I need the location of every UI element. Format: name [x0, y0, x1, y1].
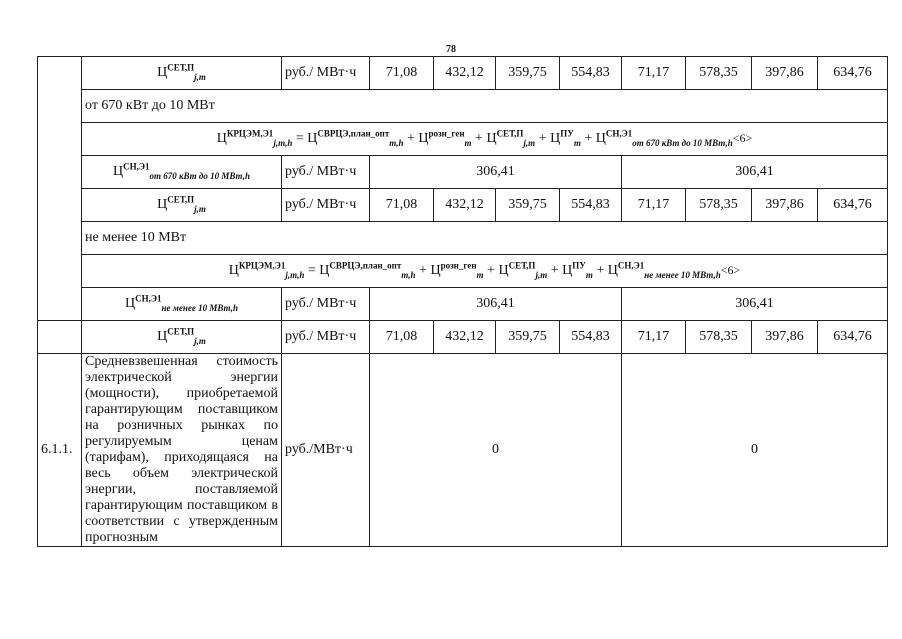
symbol-sn-10: $Ц^{СН,Э1}_{не менее 10 МВт,h}$ [82, 288, 282, 321]
symbol-set-p: $Ц^{СЕТ,П}_{j,m}$ [82, 57, 282, 90]
index-cell-empty [38, 57, 82, 90]
symbol-set-p: $Ц^{СЕТ,П}_{j,m}$ [82, 321, 282, 354]
value-cell: 578,35 [686, 321, 752, 354]
value-cell: 634,76 [818, 321, 888, 354]
table-row-set-p-670 [38, 189, 888, 222]
formula-row-670 [38, 123, 888, 156]
value-cell: 71,17 [622, 321, 686, 354]
page-number: 78 [446, 44, 456, 55]
section-heading-10: не менее 10 МВт [82, 222, 888, 255]
value-cell: 397,86 [752, 189, 818, 222]
value-cell: 578,35 [686, 189, 752, 222]
value-cell: 432,12 [434, 321, 496, 354]
value-cell: 397,86 [752, 57, 818, 90]
value-cell: 71,17 [622, 57, 686, 90]
table-row-set-p-10 [38, 321, 888, 354]
table-row-set-p-top [38, 57, 888, 90]
symbol-sn-670: $Ц^{СН,Э1}_{от 670 кВт до 10 МВт,h}$ [82, 156, 282, 189]
value-cell: 554,83 [560, 321, 622, 354]
tariff-table [37, 56, 888, 547]
value-cell: 432,12 [434, 189, 496, 222]
value-cell: 306,41 [622, 288, 888, 321]
formula-10: $Ц^{КРЦЭМ,Э1}_{j,m,h} = Ц^{СВРЦЭ,план\_опт}_{m,h} + Ц^{розн\_ген}_m + Ц^{СЕТ,П}_{j,m} + Ц^{ПУ}_m + Ц^{СН,Э1}_{не менее 10 МВт,h}<6>$ [82, 255, 888, 288]
value-cell: 306,41 [370, 156, 622, 189]
value-cell: 432,12 [434, 57, 496, 90]
row-description: Средневзвешенная стоимость электрической энергии (мощности), приобретаемой гарантирующим поставщиком на розничных рынках по регулируемым ценам (тарифам), приходящаяся на весь объем электрической энергии, поставляемой гарантирующим поставщиком в соответствии с утвержденным прогнозным [82, 354, 282, 547]
value-cell: 71,08 [370, 321, 434, 354]
symbol-set-p: $Ц^{СЕТ,П}_{j,m}$ [82, 189, 282, 222]
value-cell: 634,76 [818, 57, 888, 90]
section-heading-670: от 670 кВт до 10 МВт [82, 90, 888, 123]
section-row-10 [38, 222, 888, 255]
section-row-670 [38, 90, 888, 123]
unit-cell: руб./ МВт·ч [282, 156, 370, 189]
value-cell: 554,83 [560, 189, 622, 222]
unit-cell: руб./ МВт·ч [282, 57, 370, 90]
value-cell: 71,08 [370, 189, 434, 222]
formula-670: $Ц^{КРЦЭМ,Э1}_{j,m,h} = Ц^{СВРЦЭ,план\_опт}_{m,h} + Ц^{розн\_ген}_m + Ц^{СЕТ,П}_{j,m} + Ц^{ПУ}_m + Ц^{СН,Э1}_{от 670 кВт до 10 МВт,h}<6>$ [82, 123, 888, 156]
unit-cell: руб./ МВт·ч [282, 321, 370, 354]
unit-cell: руб./ МВт·ч [282, 189, 370, 222]
table-row-6-1-1 [38, 354, 888, 547]
row-index: 6.1.1. [38, 354, 82, 547]
table-row-sn-10 [38, 288, 888, 321]
value-cell: 306,41 [622, 156, 888, 189]
value-cell: 306,41 [370, 288, 622, 321]
unit-cell: руб./ МВт·ч [282, 288, 370, 321]
value-cell: 634,76 [818, 189, 888, 222]
value-cell: 71,17 [622, 189, 686, 222]
value-cell: 554,83 [560, 57, 622, 90]
value-cell: 578,35 [686, 57, 752, 90]
value-cell: 359,75 [496, 321, 560, 354]
value-cell: 0 [370, 354, 622, 547]
value-cell: 397,86 [752, 321, 818, 354]
value-cell: 359,75 [496, 57, 560, 90]
value-cell: 0 [622, 354, 888, 547]
table-row-sn-670 [38, 156, 888, 189]
unit-cell: руб./МВт·ч [282, 354, 370, 547]
value-cell: 71,08 [370, 57, 434, 90]
formula-row-10 [38, 255, 888, 288]
value-cell: 359,75 [496, 189, 560, 222]
